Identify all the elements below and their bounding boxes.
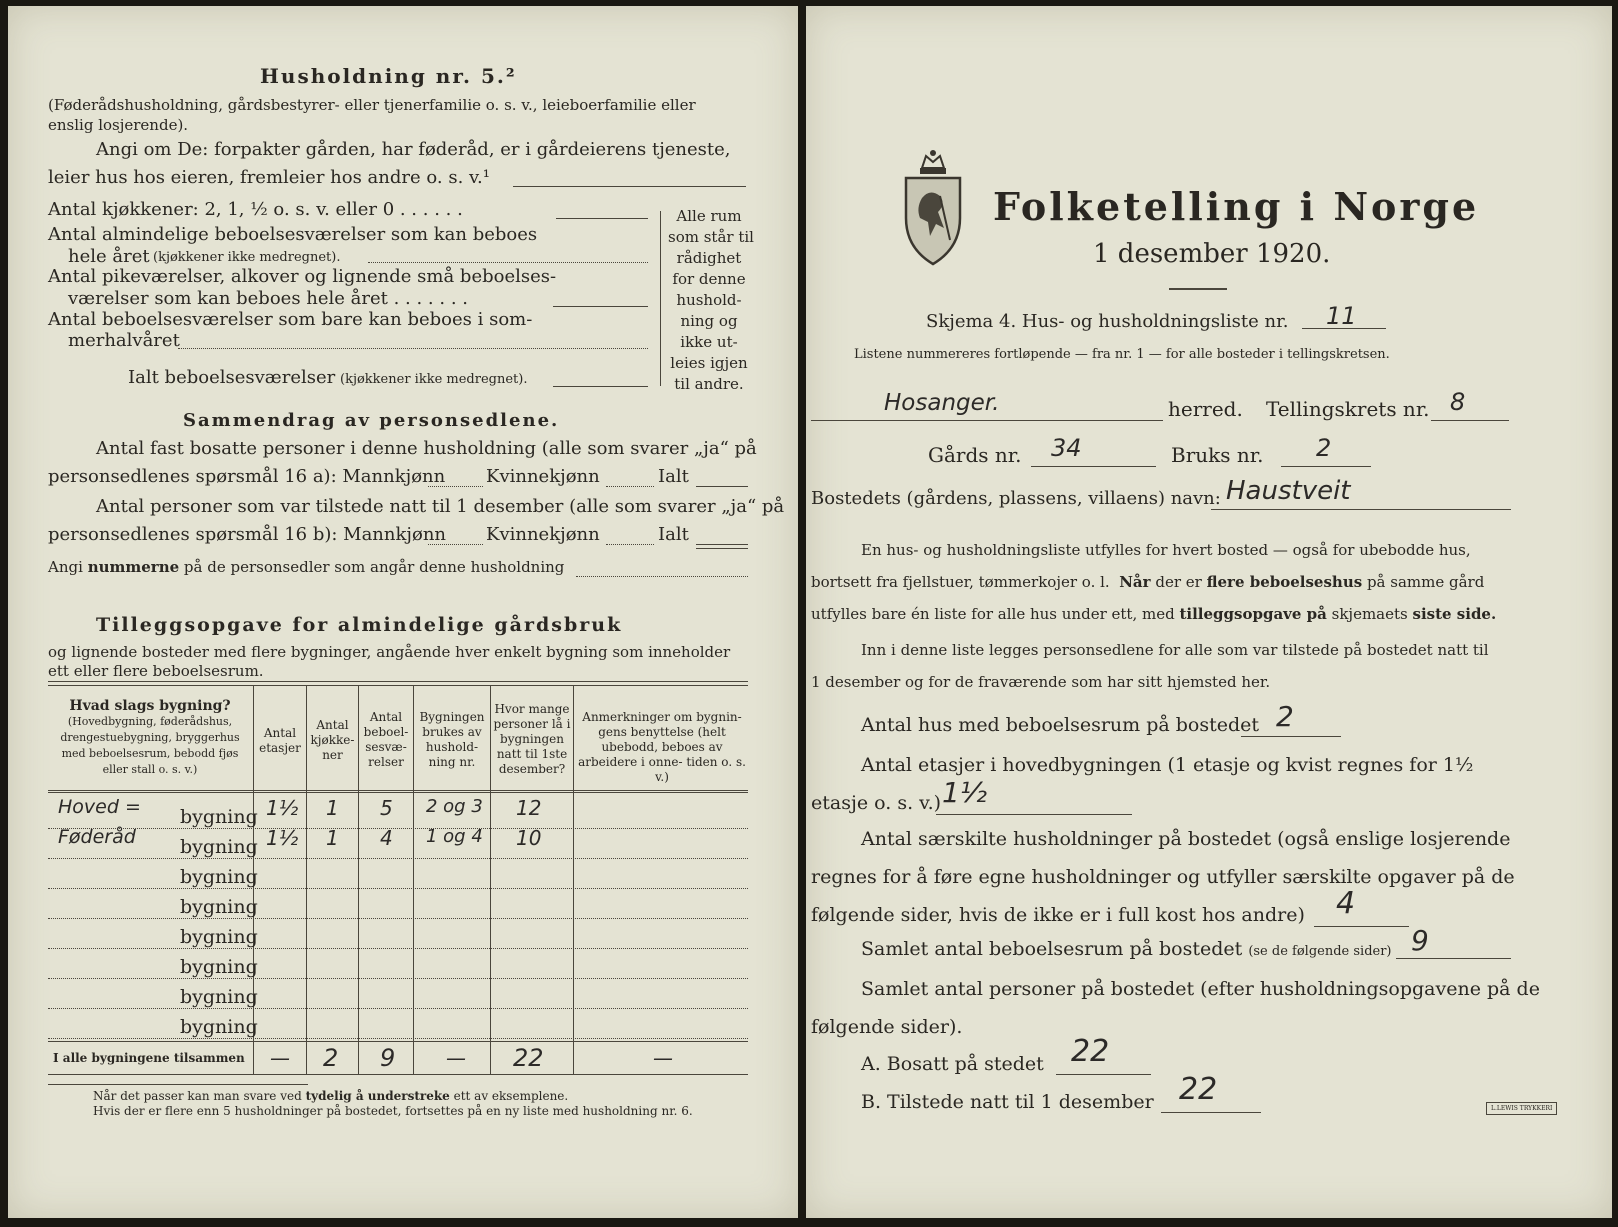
husholdninger-value: 4: [1336, 886, 1356, 921]
sammendrag-line-2b: Kvinnekjønn: [486, 466, 600, 487]
hus-label: Antal hus med beboelsesrum på bostedet: [861, 714, 1260, 736]
etasjer-value: 1½: [266, 826, 299, 850]
sammendrag-title: Sammendrag av personsedlene.: [183, 410, 560, 431]
bygning-label: bygning: [180, 986, 258, 1008]
household-subtitle-2: enslig losjerende).: [48, 116, 189, 134]
angi-line-2: leier hus hos eieren, fremleier hos andre o. s. v.¹: [48, 167, 490, 188]
tilstede-label: B. Tilstede natt til 1 desember: [861, 1091, 1154, 1113]
gards-label: Gårds nr.: [928, 443, 1022, 467]
rom-value: 5: [380, 796, 393, 820]
total-anmerkninger: —: [653, 1046, 673, 1070]
ialt-label: Ialt beboelsesværelser: [128, 367, 336, 388]
husholdninger-line-1: Antal særskilte husholdninger på bostedet (også enslige losjerende: [861, 828, 1511, 850]
table-header-husholdning: Bygningen brukes av hushold- ning nr.: [419, 710, 485, 769]
ialt-note: (kjøkkener ikke medregnet).: [340, 372, 528, 387]
para-4: Inn i denne liste legges personsedlene for alle som var tilstede på bostedet natt til: [861, 641, 1489, 659]
left-page: [8, 6, 798, 1218]
bygning-label: bygning: [180, 926, 258, 948]
table-header-personer: Hvor mange personer lå i bygningen natt til 1ste desember?: [493, 702, 571, 776]
building-type-value: Hoved =: [58, 796, 141, 818]
bygning-label: bygning: [180, 956, 258, 978]
rom1c: (kjøkkener ikke medregnet).: [153, 250, 341, 265]
bygning-label: bygning: [180, 806, 258, 828]
kjokkener-line: Antal kjøkkener: 2, 1, ½ o. s. v. eller 0 . . . . . .: [48, 199, 463, 220]
samlet-rom-label: Samlet antal beboelsesrum på bostedet (se de følgende sider): [861, 938, 1392, 960]
table-header-etasjer: Antal etasjer: [259, 726, 301, 755]
tillegg-title: Tilleggsopgave for almindelige gårdsbruk: [96, 614, 623, 636]
table-header-type: Hvad slags bygning? (Hovedbygning, føderådshus, drengestuebygning, bryggerhus med beboelsesrum, bebodd fjøs eller stall o. s. v.): [60, 698, 240, 776]
table-header-rom: Antal beboel- sesvæ- relser: [363, 710, 409, 769]
para-2: bortsett fra fjellstuer, tømmerkojer o. l. Når der er flere beboelseshus på samme gård: [811, 573, 1485, 591]
footnote-2: Hvis der er flere enn 5 husholdninger på bostedet, fortsettes på en ny liste med husholdning nr. 6.: [93, 1104, 693, 1118]
footnote-1: Når det passer kan man svare ved tydelig å understreke ett av eksemplene.: [93, 1089, 569, 1103]
skjema-nr: 11: [1326, 302, 1357, 330]
etasjer-line-2: etasje o. s. v.): [811, 792, 942, 814]
sammendrag-line-4a: personsedlenes spørsmål 16 b): Mannkjønn: [48, 524, 447, 545]
total-etasjer: —: [270, 1046, 290, 1070]
household-title: Husholdning nr. 5.²: [260, 64, 517, 88]
total-label: I alle bygningene tilsammen: [53, 1051, 245, 1065]
bosatt-label: A. Bosatt på stedet: [861, 1053, 1044, 1075]
angi-line-1: Angi om De: forpakter gården, har føderåd, er i gårdeierens tjeneste,: [96, 139, 731, 160]
personer-value: 12: [516, 796, 542, 820]
tillegg-line-1: og lignende bosteder med flere bygninger, angående hver enkelt bygning som inneholder: [48, 643, 731, 661]
tilstede-value: 22: [1179, 1072, 1218, 1107]
tellingskrets-label: Tellingskrets nr.: [1266, 397, 1430, 421]
coat-of-arms-icon: [900, 148, 966, 266]
herred-label: herred.: [1168, 397, 1243, 421]
herred-value: Hosanger.: [884, 390, 1000, 416]
etasjer-value: 1½: [266, 796, 299, 820]
tillegg-line-2: ett eller flere beboelsesrum.: [48, 662, 264, 680]
rom3b: merhalvåret: [68, 330, 180, 351]
tellingskrets-value: 8: [1450, 388, 1466, 416]
sammendrag-line-2a: personsedlenes spørsmål 16 a): Mannkjønn: [48, 466, 446, 487]
personer-value: 10: [516, 826, 542, 850]
nummerne-line: Angi nummerne på de personsedler som angår denne husholdning: [48, 558, 565, 576]
para-1: En hus- og husholdningsliste utfylles for hvert bosted — også for ubebodde hus,: [861, 541, 1471, 559]
bosted-value: Haustveit: [1226, 476, 1351, 506]
rom1: Antal almindelige beboelsesværelser som kan beboes: [48, 224, 538, 245]
household-subtitle: (Føderådshusholdning, gårdsbestyrer- eller tjenerfamilie o. s. v., leieboerfamilie eller: [48, 96, 696, 114]
bygning-label: bygning: [180, 866, 258, 888]
etasjer-line-1: Antal etasjer i hovedbygningen (1 etasje og kvist regnes for 1½: [861, 754, 1474, 776]
table-header-kjokkener: Antal kjøkke- ner: [310, 718, 355, 762]
samlet-personer-line-2: følgende sider).: [811, 1016, 963, 1038]
total-personer: 22: [513, 1044, 544, 1072]
bosted-label: Bostedets (gårdens, plassens, villaens) navn:: [811, 488, 1221, 509]
samlet-personer-line-1: Samlet antal personer på bostedet (efter husholdningsopgavene på de: [861, 978, 1540, 1000]
sammendrag-line-1: Antal fast bosatte personer i denne husholdning (alle som svarer „ja“ på: [96, 438, 757, 459]
rom3: Antal beboelsesværelser som bare kan beboes i som-: [48, 309, 533, 330]
bruks-label: Bruks nr.: [1171, 443, 1264, 467]
hus-value: 2: [1276, 700, 1294, 733]
rom2: Antal pikeværelser, alkover og lignende små beboelses-: [48, 266, 557, 287]
gards-value: 34: [1051, 434, 1082, 462]
bruks-value: 2: [1316, 434, 1332, 462]
bygning-label: bygning: [180, 836, 258, 858]
husholdninger-line-2: regnes for å føre egne husholdninger og utfyller særskilte opgaver på de: [811, 866, 1515, 888]
total-kjokkener: 2: [323, 1044, 339, 1072]
husholdninger-line-3: følgende sider, hvis de ikke er i full kost hos andre): [811, 904, 1305, 926]
sammendrag-line-4c: Ialt: [658, 524, 689, 545]
bosatt-value: 22: [1071, 1034, 1110, 1069]
kjokkener-value: 1: [326, 826, 339, 850]
total-husholdning: —: [446, 1046, 466, 1070]
printer-stamp: L.LEWIS TRYKKERI: [1486, 1102, 1557, 1115]
census-date: 1 desember 1920.: [1093, 239, 1331, 269]
kjokkener-value: 1: [326, 796, 339, 820]
listene-note: Listene nummereres fortløpende — fra nr. 1 — for alle bosteder i tellingskretsen.: [854, 347, 1390, 362]
bygning-label: bygning: [180, 896, 258, 918]
para-5: 1 desember og for de fraværende som har sitt hjemsted her.: [811, 673, 1271, 691]
sammendrag-line-3: Antal personer som var tilstede natt til 1 desember (alle som svarer „ja“ på: [96, 496, 785, 517]
sammendrag-line-4b: Kvinnekjønn: [486, 524, 600, 545]
rom-value: 4: [380, 826, 393, 850]
skjema-label: Skjema 4. Hus- og husholdningsliste nr.: [926, 311, 1289, 332]
samlet-rom-value: 9: [1411, 924, 1429, 957]
total-rom: 9: [380, 1044, 396, 1072]
bygning-label: bygning: [180, 1016, 258, 1038]
husholdning-value: 2 og 3: [426, 796, 483, 817]
building-type-value: Føderåd: [58, 826, 136, 848]
table-header-anmerkninger: Anmerkninger om bygnin- gens benyttelse (helt ubebodd, beboes av arbeidere i onne- tiden o. s. v.): [578, 710, 746, 784]
husholdning-value: 1 og 4: [426, 826, 483, 847]
rom1b: hele året: [68, 246, 150, 267]
sammendrag-line-2c: Ialt: [658, 466, 689, 487]
etasjer-value: 1½: [942, 776, 987, 809]
para-3: utfylles bare én liste for alle hus under ett, med tilleggsopgave på skjemaets siste side.: [811, 605, 1497, 623]
right-page: [806, 6, 1612, 1218]
rom2b: værelser som kan beboes hele året . . . . . . .: [68, 288, 468, 309]
side-note: Alle rum som står til rådighet for denne hushold- ning og ikke ut- leies igjen til andre.: [668, 207, 754, 393]
census-title: Folketelling i Norge: [993, 184, 1480, 229]
